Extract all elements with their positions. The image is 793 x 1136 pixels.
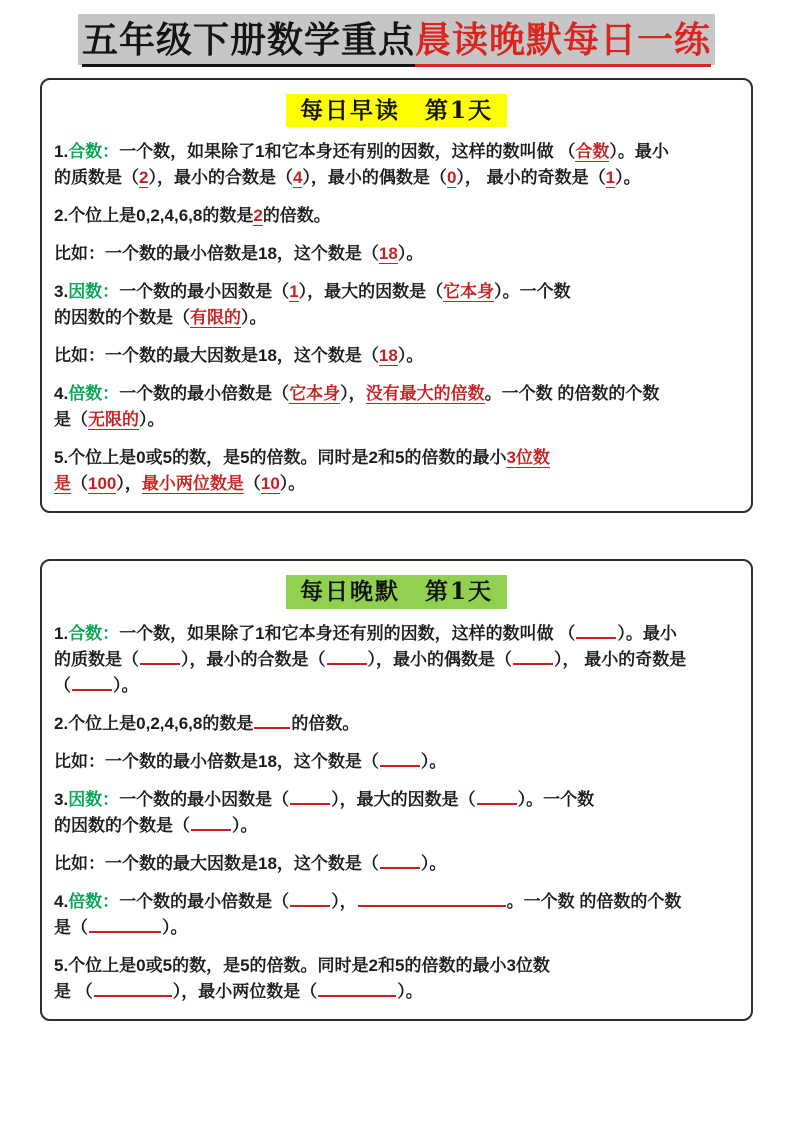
title-segment-black: 五年级下册数学重点	[82, 19, 415, 67]
text-run: ）。	[241, 308, 267, 328]
text-run: ），	[331, 892, 357, 912]
blank-line	[380, 752, 420, 767]
text-run: 是（	[54, 410, 88, 430]
text-run: ）。	[420, 854, 447, 874]
text-run: ）。	[232, 816, 258, 836]
text-run: 一个数，如果除了1和它本身还有别的因数，这样的数叫做 （	[119, 624, 576, 644]
text-run: ）。	[397, 982, 423, 1002]
text-run: （	[71, 474, 88, 494]
text-run: 比如：一个数的最小倍数是18，这个数是（	[54, 244, 379, 264]
blank-line	[94, 982, 172, 997]
text-run: ）。	[139, 410, 165, 430]
morning-reading-paragraph-2	[54, 203, 739, 229]
blank-line	[254, 714, 290, 729]
text-run: 比如：一个数的最大因数是18，这个数是（	[54, 854, 379, 874]
page-title	[78, 14, 715, 65]
blank-line	[327, 650, 367, 665]
evening-recitation-paragraph-2	[54, 711, 739, 737]
text-run: ）。	[113, 676, 139, 696]
answer: 有限的	[190, 308, 241, 328]
text-run: 2.个位上是0,2,4,6,8的数是	[54, 714, 254, 734]
text-run: 4.	[54, 384, 69, 404]
evening-recitation-paragraph-5	[54, 851, 739, 877]
evening-recitation-paragraph-4	[54, 787, 739, 839]
text-run: 的质数是（	[54, 650, 139, 670]
text-run: 是（	[54, 918, 88, 938]
text-run: ），最小的合数是（	[148, 168, 293, 188]
text-run: 一个数的最小倍数是（	[119, 384, 290, 404]
text-run: ），最大的因数是（	[298, 282, 444, 302]
answer: 4	[292, 168, 303, 188]
text-run: ）。最小	[617, 624, 677, 644]
text-run: ），最大的因数是（	[331, 790, 476, 810]
blank-line	[89, 918, 161, 933]
morning-reading-paragraph-3	[54, 241, 739, 267]
answer: 最小两位数是	[141, 474, 244, 494]
text-run: 的倍数。	[262, 206, 331, 226]
blank-line	[140, 650, 180, 665]
evening-recitation-card	[40, 559, 753, 1021]
text-run: 1.	[54, 624, 69, 644]
blank-line	[318, 982, 396, 997]
text-run: ）。	[397, 346, 424, 366]
text-run: 3.	[54, 790, 69, 810]
text-run: 一个数的最小倍数是（	[119, 892, 290, 912]
blank-line	[477, 790, 517, 805]
evening-recitation-paragraph-6	[54, 889, 739, 941]
text-run: ）。	[162, 918, 188, 938]
text-run: （	[243, 474, 261, 494]
text-run: ）。	[279, 474, 306, 494]
title-segment-red: 晨读晚默每日一练	[415, 19, 711, 67]
blank-line	[358, 892, 506, 907]
answer: 2	[253, 206, 263, 226]
answer: 1	[605, 168, 616, 188]
evening-header-badge: 每日晚默 第1天	[286, 575, 507, 609]
keyword: 因数：	[68, 282, 120, 302]
blank-line	[72, 676, 112, 691]
text-run: ），最小的偶数是（	[367, 650, 512, 670]
text-run: ），	[340, 384, 366, 404]
blank-line	[290, 790, 330, 805]
morning-reading-paragraph-1	[54, 139, 739, 191]
answer: 10	[260, 474, 280, 494]
morning-reading-paragraph-7	[54, 445, 739, 497]
evening-recitation-paragraph-3	[54, 749, 739, 775]
text-run: 。一个数 的倍数的个数	[506, 892, 682, 912]
answer: 1	[289, 282, 299, 302]
answer: 18	[378, 244, 398, 264]
text-run: 一个数，如果除了1和它本身还有别的因数，这样的数叫做 （	[119, 142, 576, 162]
text-run: 5.个位上是0或5的数，是5的倍数。同时是2和5的倍数的最小	[54, 448, 507, 468]
text-run: ）， 最小的奇数是	[554, 650, 687, 670]
morning-reading-paragraph-4	[54, 279, 739, 331]
answer: 是	[54, 474, 71, 494]
answer: 0	[446, 168, 457, 188]
text-run: ）。一个数	[517, 790, 595, 810]
evening-recitation-paragraph-7	[54, 953, 739, 1005]
evening-recitation-paragraph-1	[54, 621, 739, 699]
answer: 100	[88, 474, 117, 494]
text-run: ）。	[420, 752, 447, 772]
text-run: ），最小两位数是（	[172, 982, 318, 1002]
keyword: 倍数：	[68, 384, 120, 404]
morning-reading-paragraph-6	[54, 381, 739, 433]
text-run: 比如：一个数的最大因数是18，这个数是（	[54, 346, 379, 366]
keyword: 倍数：	[68, 892, 120, 912]
blank-line	[290, 892, 330, 907]
evening-paragraphs	[54, 621, 739, 1005]
text-run: ）。	[397, 244, 424, 264]
text-run: （	[54, 676, 71, 696]
text-run: 的因数的个数是（	[54, 816, 190, 836]
text-run: ）。一个数	[494, 282, 571, 302]
answer: 合数	[575, 142, 610, 162]
text-run: 的倍数。	[291, 714, 360, 734]
text-run: ），最小的合数是（	[181, 650, 326, 670]
text-run: 一个数的最小因数是（	[119, 790, 290, 810]
keyword: 因数：	[68, 790, 120, 810]
answer: 没有最大的倍数	[365, 384, 485, 404]
answer: 它本身	[443, 282, 495, 302]
text-run: 的因数的个数是（	[54, 308, 190, 328]
text-run: 4.	[54, 892, 69, 912]
answer: 它本身	[289, 384, 341, 404]
answer: 3位数	[506, 448, 550, 468]
text-run: 。一个数 的倍数的个数	[484, 384, 660, 404]
text-run: ），最小的偶数是（	[302, 168, 447, 188]
text-run: ）。	[615, 168, 641, 188]
morning-paragraphs	[54, 139, 739, 497]
blank-line	[513, 650, 553, 665]
text-run: 2.个位上是0,2,4,6,8的数是	[54, 206, 254, 226]
blank-line	[576, 624, 616, 639]
answer: 2	[139, 168, 149, 188]
evening-header-row	[54, 575, 739, 609]
text-run: 的质数是（	[54, 168, 139, 188]
text-run: 一个数的最小因数是（	[119, 282, 290, 302]
text-run: ），	[116, 474, 142, 494]
morning-header-badge: 每日早读 第1天	[286, 94, 507, 128]
keyword: 合数：	[68, 624, 120, 644]
text-run: 是 （	[54, 982, 93, 1002]
text-run: ）， 最小的奇数是（	[456, 168, 606, 188]
text-run: 1.	[54, 142, 69, 162]
page-title-row	[0, 14, 793, 65]
morning-reading-paragraph-5	[54, 343, 739, 369]
text-run: ）。最小	[609, 142, 669, 162]
answer: 无限的	[88, 410, 139, 430]
text-run: 5.个位上是0或5的数，是5的倍数。同时是2和5的倍数的最小3位数	[54, 956, 550, 976]
keyword: 合数：	[68, 142, 120, 162]
blank-line	[380, 854, 420, 869]
morning-reading-card	[40, 78, 753, 514]
text-run: 3.	[54, 282, 69, 302]
morning-header-row	[54, 94, 739, 128]
text-run: 比如：一个数的最小倍数是18，这个数是（	[54, 752, 379, 772]
answer: 18	[378, 346, 398, 366]
blank-line	[191, 816, 231, 831]
